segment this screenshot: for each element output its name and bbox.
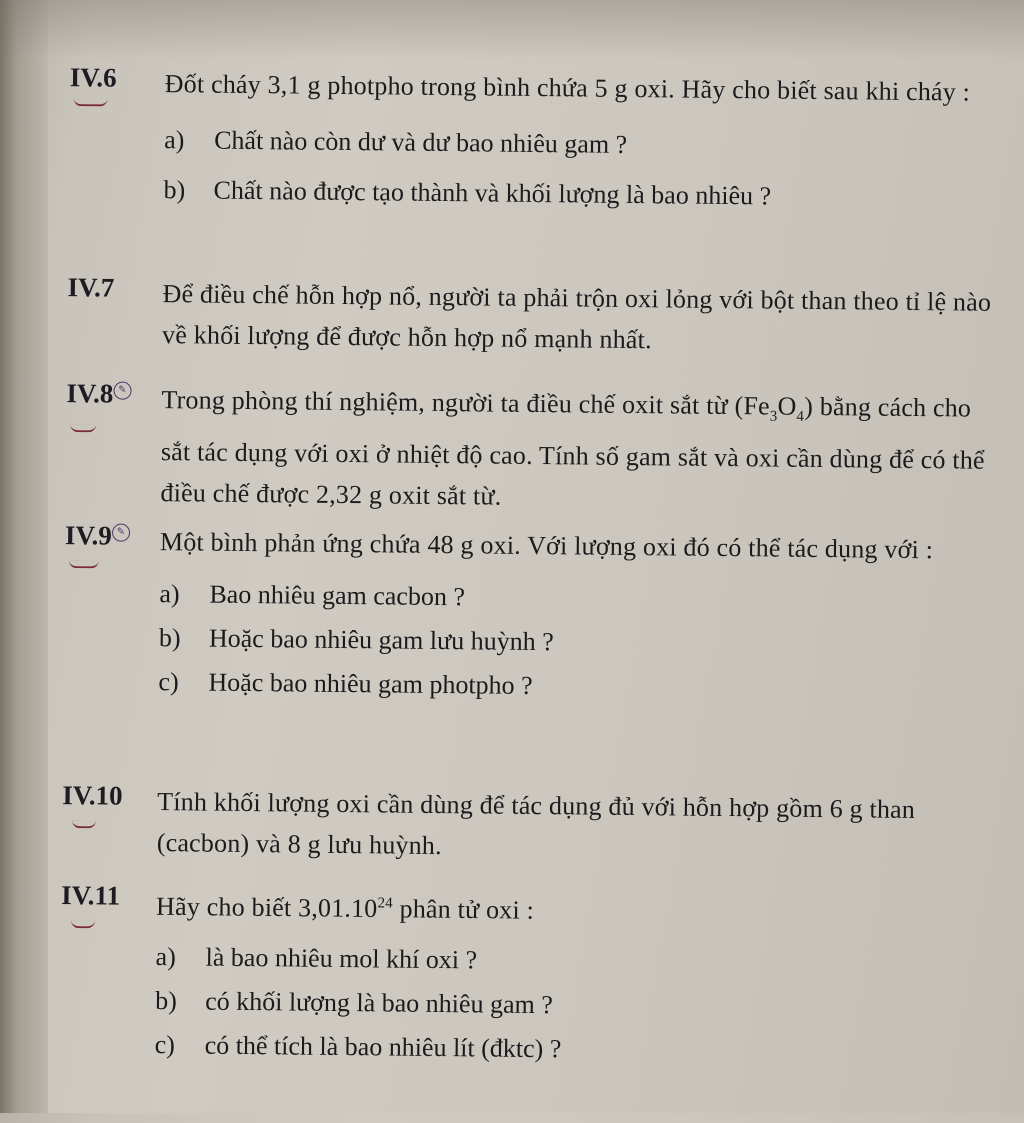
problem-iv7 xyxy=(67,272,1008,364)
problem-text: Tính khối lượng oxi cần dùng để tác dụng đủ với hỗn hợp gồm 6 g than (cacbon) và 8 g lưu huỳnh. xyxy=(156,787,916,861)
sub-question xyxy=(164,118,1009,171)
handwritten-underline xyxy=(70,424,96,432)
sub-question-label: c) xyxy=(154,1029,176,1059)
sub-question xyxy=(158,660,1003,713)
sub-question-text: Hoặc bao nhiêu gam photpho ? xyxy=(208,667,533,700)
problem-number xyxy=(67,272,162,304)
handwritten-underline xyxy=(69,560,99,568)
sub-question-text: Bao nhiêu gam cacbon ? xyxy=(209,579,466,612)
problem-text xyxy=(156,881,1001,936)
problem-number-text: IV.6 xyxy=(69,62,117,93)
problem-number xyxy=(65,520,160,552)
problem-number xyxy=(61,880,156,912)
handwritten-circle-icon: ✎ xyxy=(112,524,130,542)
sub-question-text: có khối lượng là bao nhiêu gam ? xyxy=(205,986,553,1019)
problem-iv9 xyxy=(63,520,1005,713)
text-part: phân tử oxi : xyxy=(392,894,535,925)
problem-number-text: IV.10 xyxy=(62,780,123,811)
sub-question-text: Chất nào còn dư và dư bao nhiêu gam ? xyxy=(214,125,628,159)
sub-question-label: c) xyxy=(158,667,179,697)
problem-number-text: IV.9 xyxy=(64,520,112,551)
problem-number-text: IV.11 xyxy=(61,880,121,911)
problem-number xyxy=(66,378,161,410)
sub-question-text: là bao nhiêu mol khí oxi ? xyxy=(205,942,478,975)
sub-question-label: a) xyxy=(164,125,185,155)
handwritten-circle-icon: ✎ xyxy=(113,382,131,400)
text-part: O xyxy=(777,391,797,421)
problem-text xyxy=(160,379,1006,522)
problem-text: Để điều chế hỗn hợp nổ, người ta phải trộn oxi lỏng với bột than theo tỉ lệ nào về khối lượng để được hỗn hợp nổ mạnh nhất. xyxy=(161,279,992,355)
sub-question-label: b) xyxy=(158,623,181,653)
handwritten-underline xyxy=(72,820,96,828)
text-part: Hãy cho biết 3,01.10 xyxy=(155,891,378,924)
problem-iv8 xyxy=(65,378,1006,522)
sub-question-label: a) xyxy=(155,941,176,971)
sub-question xyxy=(163,168,1008,221)
problem-iv11 xyxy=(59,880,1001,1075)
sub-question-text: Hoặc bao nhiêu gam lưu huỳnh ? xyxy=(208,623,554,657)
sub-question-text: Chất nào được tạo thành và khối lượng là bao nhiêu ? xyxy=(213,175,772,211)
problem-text: Một bình phản ứng chứa 48 g oxi. Với lượng oxi đó có thể tác dụng với : xyxy=(159,527,934,565)
problem-number-text: IV.8 xyxy=(66,378,114,409)
sub-question-text: có thể tích là bao nhiêu lít (đktc) ? xyxy=(204,1030,562,1063)
subscript: 3 xyxy=(769,408,778,425)
sub-question-label: b) xyxy=(163,175,186,205)
problem-iv10 xyxy=(62,780,1003,872)
problem-iv6 xyxy=(68,62,1010,221)
sub-question-label: b) xyxy=(155,985,177,1015)
text-part: Trong phòng thí nghiệm, người ta điều chế oxit sắt từ (Fe xyxy=(161,385,771,421)
problem-number-text: IV.7 xyxy=(67,272,115,303)
handwritten-underline xyxy=(71,920,95,928)
problem-number xyxy=(70,62,165,94)
sub-question xyxy=(154,1023,999,1076)
subscript: 4 xyxy=(796,408,805,425)
handwritten-underline xyxy=(74,98,108,106)
sub-question-label: a) xyxy=(159,579,180,609)
text-part: ) bằng cách cho sắt tác dụng với oxi ở nhiệt độ cao. Tính số gam sắt và oxi cần dùng để có thể điều chế được 2,32 g oxit sắt từ. xyxy=(160,391,985,511)
superscript: 24 xyxy=(377,895,394,912)
problem-text: Đốt cháy 3,1 g photpho trong bình chứa 5 g oxi. Hãy cho biết sau khi cháy : xyxy=(164,69,971,107)
problem-number xyxy=(62,780,157,812)
